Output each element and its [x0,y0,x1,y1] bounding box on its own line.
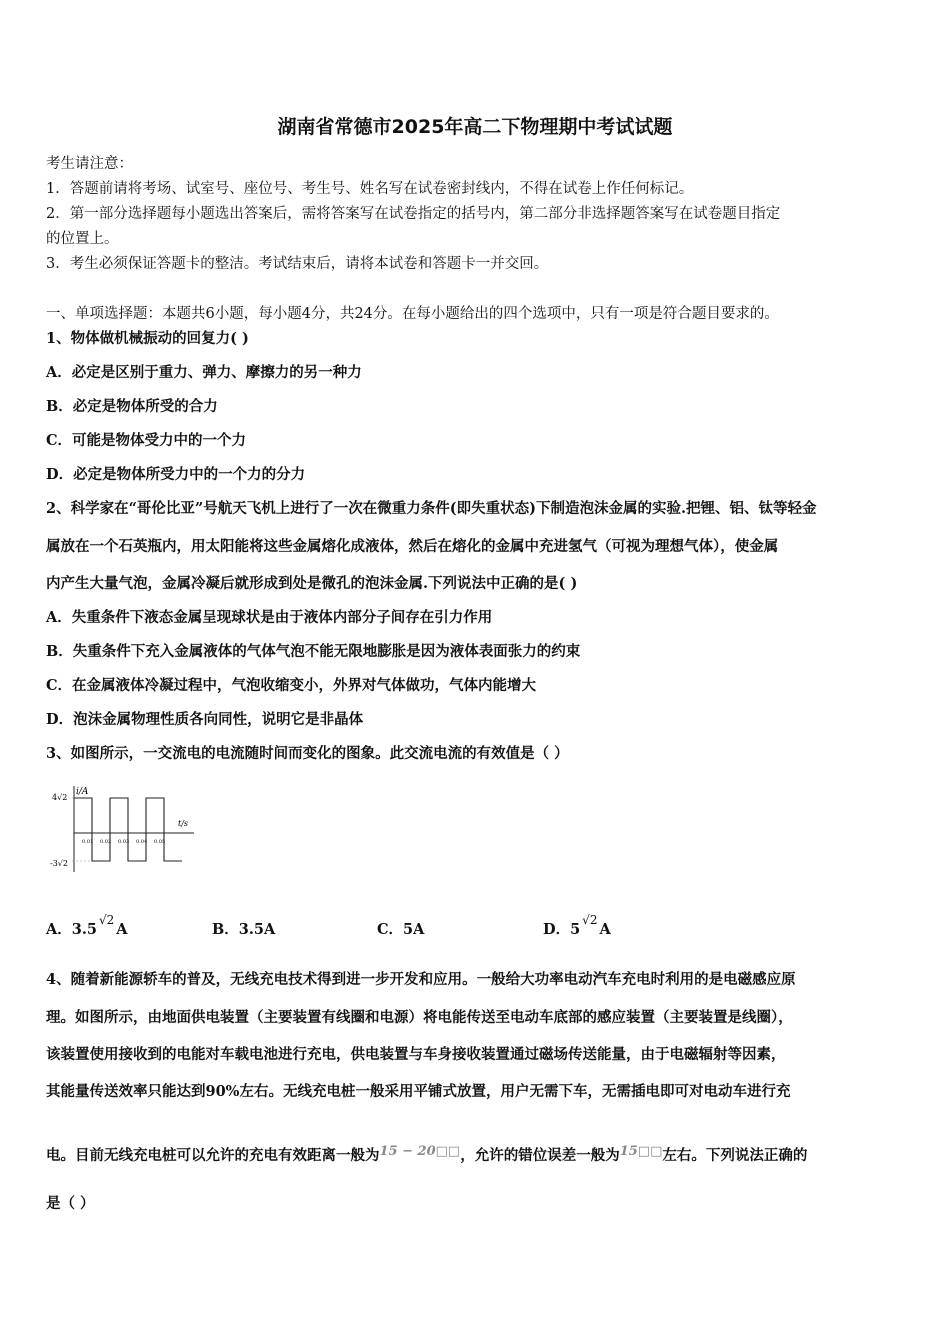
question-2-stem-line: 内产生大量气泡，金属冷凝后就形成到处是微孔的泡沫金属.下列说法中正确的是( ) [46,575,578,592]
question-2-stem-line: 2、科学家在“哥伦比亚”号航天飞机上进行了一次在微重力条件(即失重状态)下制造泡沫金属的实验.把锂、铝、钛等轻金 [46,500,817,517]
question-3-option-c: C．5A [377,921,425,938]
notice-item: 1．答题前请将考场、试室号、座位号、考生号、姓名写在试卷密封线内，不得在试卷上作任何标记。 [46,181,694,197]
square-wave-line [74,798,182,861]
notice-item: 3．考生必须保证答题卡的整洁。考试结束后，请将本试卷和答题卡一并交回。 [46,256,549,272]
x-tick-label: 0.05 [154,839,166,845]
y-bottom-label: -3√2 [50,859,68,868]
question-1-option-c: C．可能是物体受力中的一个力 [46,432,247,449]
section-heading: 一、单项选择题：本题共6小题，每小题4分，共24分。在每小题给出的四个选项中，只有一项是符合题目要求的。 [46,306,779,322]
page-title: 湖南省常德市2025年高二下物理期中考试试题 [277,116,673,138]
sqrt-symbol: √2 [98,913,115,927]
question-2-option-d: D．泡沫金属物理性质各向同性，说明它是非晶体 [46,711,364,728]
y-top-label: 4√2 [52,793,68,802]
sqrt-symbol: √2 [582,913,598,927]
question-4-line: 该装置使用接收到的电能对车载电池进行充电，供电装置与车身接收装置通过磁场传送能量，由于电磁辐射等因素， [46,1046,786,1063]
question-2-option-c: C．在金属液体冷凝过程中，气泡收缩变小，外界对气体做功，气体内能增大 [46,677,537,694]
question-4-line: 是（ ） [46,1195,95,1212]
question-3-option-d: D．$5^{√2}A$ [543,913,611,938]
question-3-option-b: B．3.5A [212,921,276,938]
x-tick-label: 0.03 [118,839,130,845]
notice-item: 2．第一部分选择题每小题选出答案后，需将答案写在试卷指定的括号内，第二部分非选择题答案写在试卷题目指定 [46,206,781,222]
question-1-option-a: A．必定是区别于重力、弹力、摩擦力的另一种力 [46,364,362,381]
x-tick-label: 0.04 [136,839,148,845]
ac-current-graph [48,780,198,876]
question-1-option-d: D．必定是物体所受力中的一个力的分力 [46,466,306,483]
math-expression: 15□□ [619,1144,663,1159]
question-4-line: 4、随着新能源轿车的普及，无线充电技术得到进一步开发和应用。一般给大功率电动汽车充电时利用的是电磁感应原 [46,971,796,988]
question-3-options [46,913,908,944]
y-axis-label: i/A [76,787,89,797]
x-tick-label: 0.02 [100,839,112,845]
question-4-line: 其能量传送效率只能达到90%左右。无线充电桩一般采用平铺式放置，用户无需下车，无需插电即可对电动车进行充 [46,1083,791,1100]
question-2-option-b: B．失重条件下充入金属液体的气体气泡不能无限地膨胀是因为液体表面张力的约束 [46,643,581,660]
question-1-option-b: B．必定是物体所受的合力 [46,398,218,415]
question-3-option-a: A．$3.5^{√2}A$ [46,913,128,938]
question-4-line: 理。如图所示，由地面供电装置（主要装置有线圈和电源）将电能传送至电动车底部的感应装置（主要装置是线圈）， [46,1009,793,1026]
question-2-option-a: A．失重条件下液态金属呈现球状是由于液体内部分子间存在引力作用 [46,609,493,626]
math-expression: 15 − 20□□ [379,1144,461,1159]
question-3-stem: 3、如图所示，一交流电的电流随时间而变化的图象。此交流电流的有效值是（ ） [46,745,569,762]
x-tick-label: 0.01 [82,839,94,845]
question-4-line: 电。目前无线充电桩可以允许的充电有效距离一般为15 − 20□□，允许的错位误差一般为15□□左右。下列说法正确的 [46,1144,808,1164]
x-axis-label: t/s [178,819,189,828]
notice-heading: 考生请注意： [46,156,133,172]
question-2-stem-line: 属放在一个石英瓶内，用太阳能将这些金属熔化成液体，然后在熔化的金属中充进氢气（可视为理想气体），使金属 [46,538,779,555]
notice-item: 的位置上。 [46,231,119,247]
question-1-stem: 1、物体做机械振动的回复力( ) [46,330,249,347]
